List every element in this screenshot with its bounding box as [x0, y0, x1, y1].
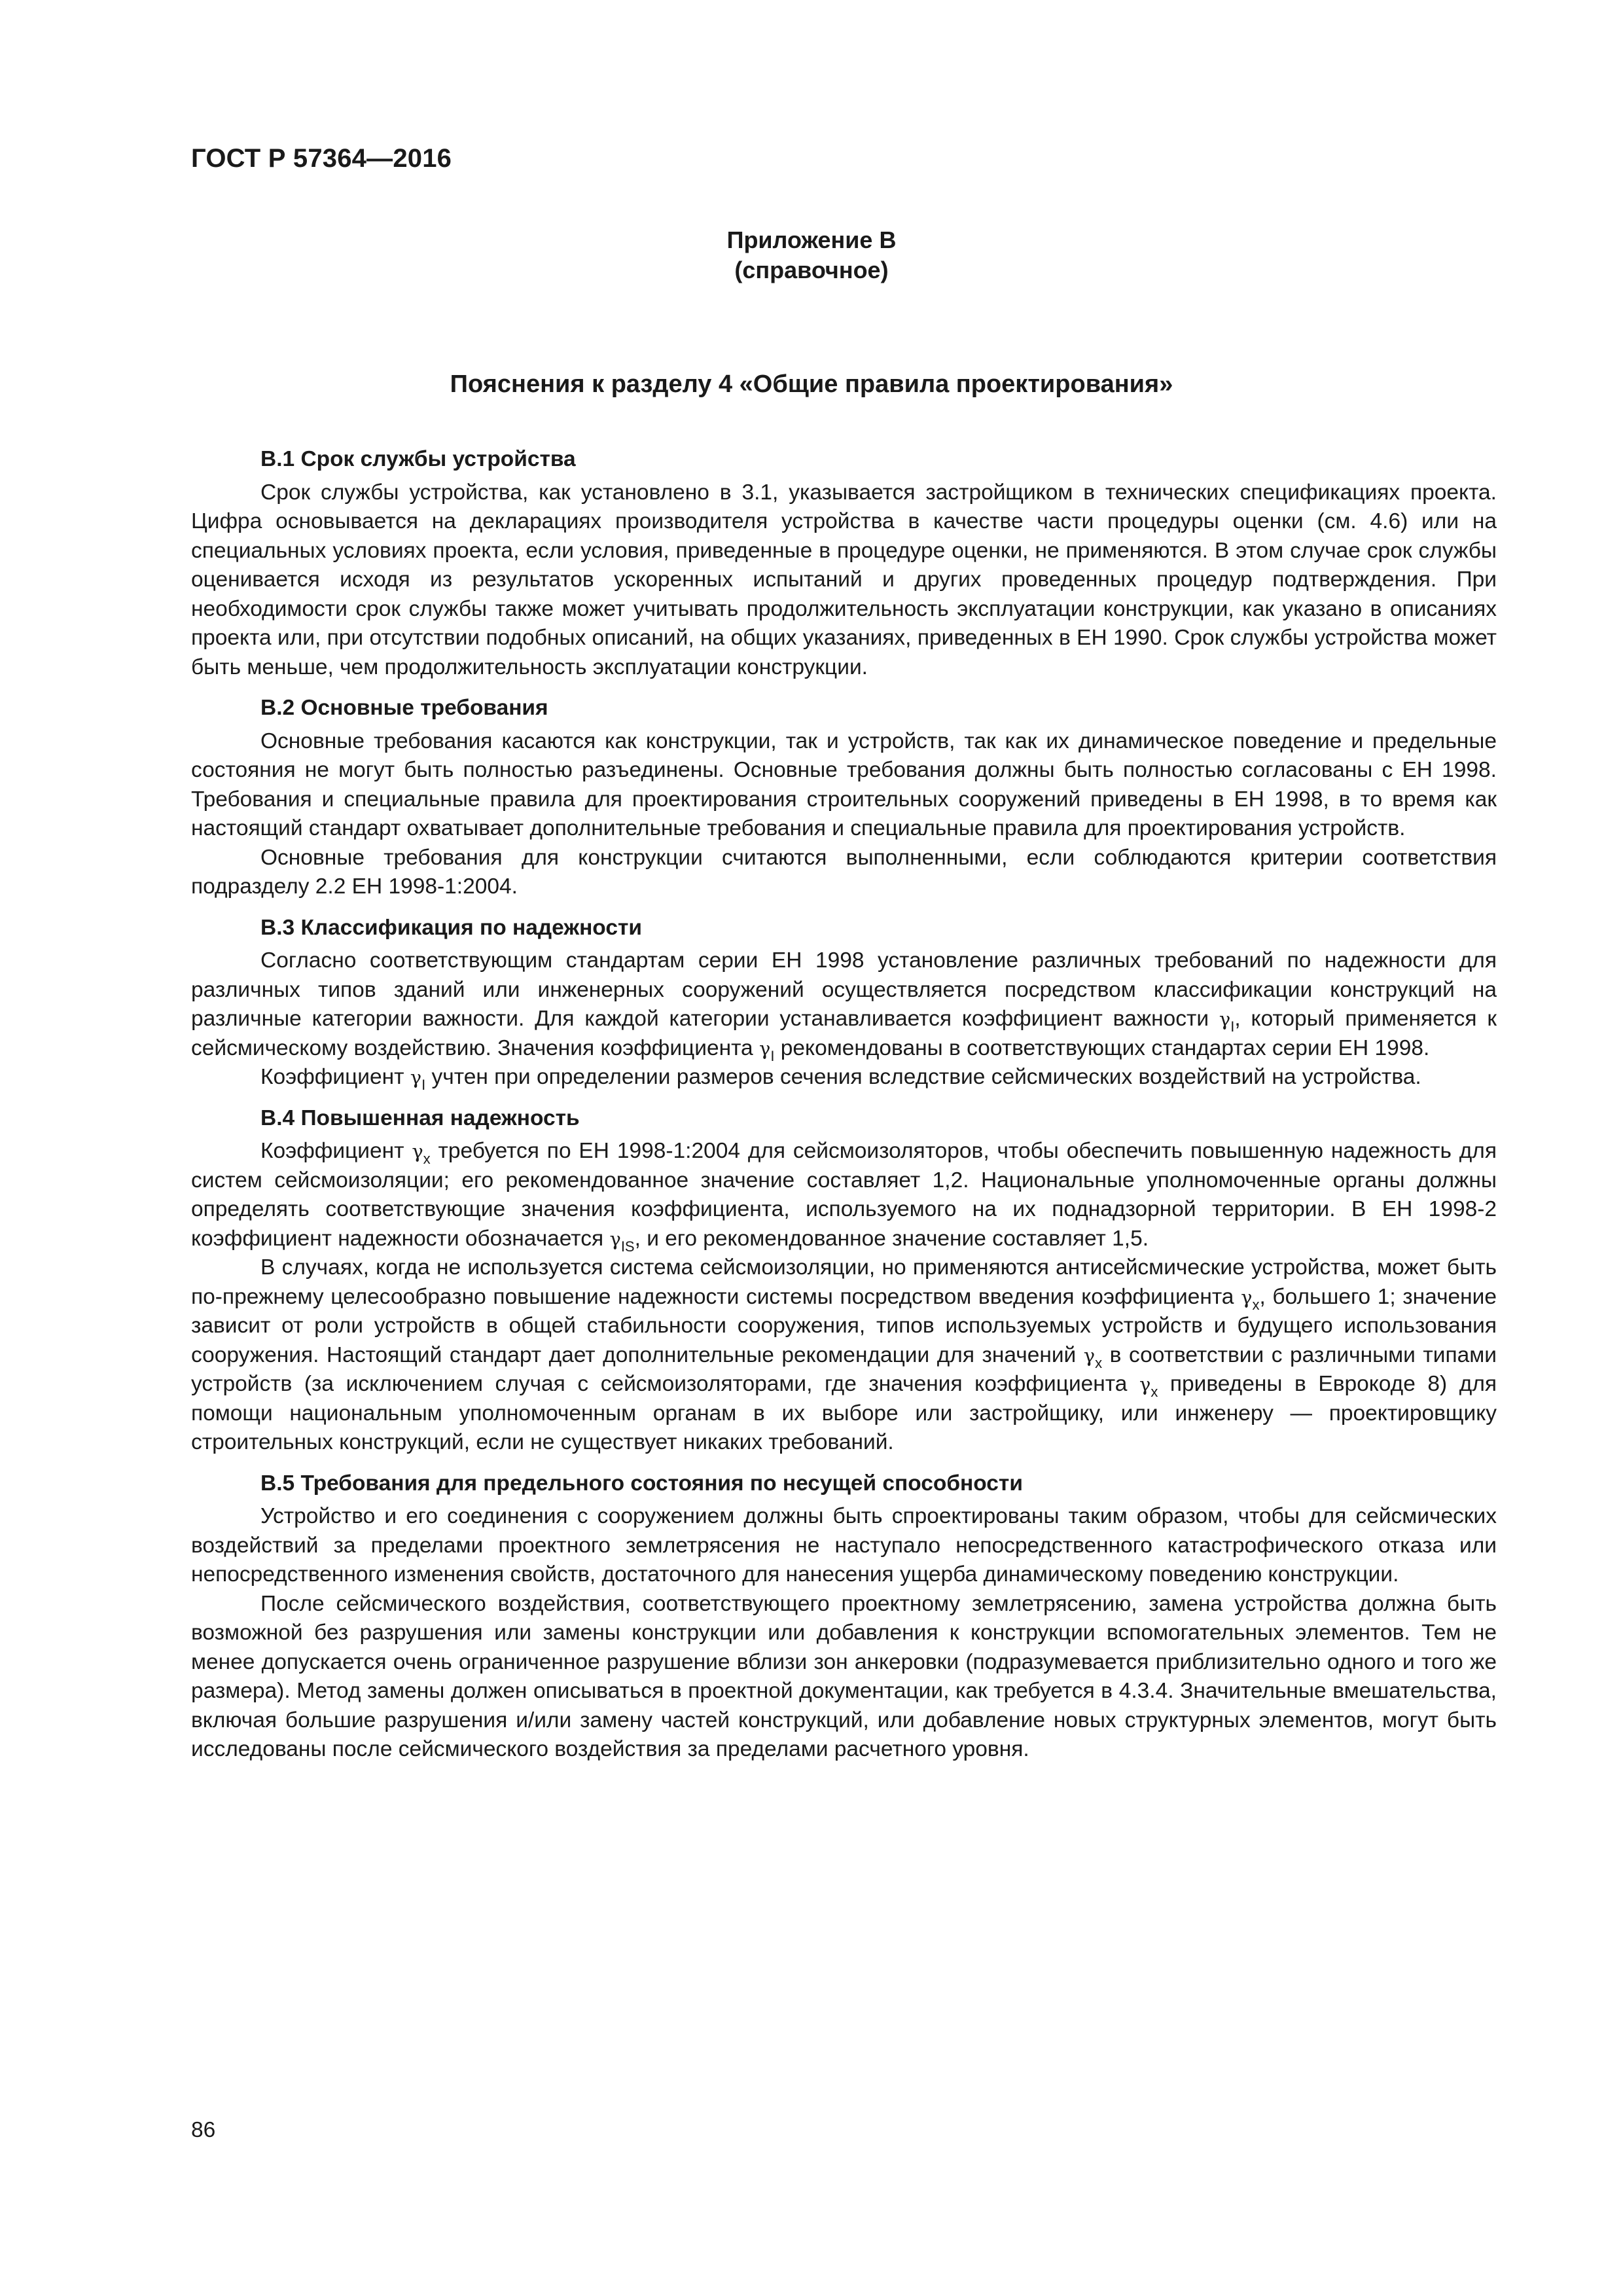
text-run: рекомендованы в соответствующих стандартах серии ЕН 1998.: [774, 1035, 1430, 1060]
section-b5: [191, 1469, 1497, 1765]
gamma-symbol: γ: [759, 1037, 771, 1060]
subscript: I: [1230, 1018, 1235, 1035]
gamma-symbol: γ: [609, 1227, 621, 1250]
section-heading: В.1 Срок службы устройства: [260, 447, 576, 471]
section-heading: В.5 Требования для предельного состояния по несущей способности: [260, 1471, 1023, 1496]
section-b4: [191, 1104, 1497, 1458]
text-run: в соответствии с различными типами устройств (за исключением случая с сейсмоизоляторами, где значения коэффициента: [191, 1342, 1497, 1396]
section-heading: В.4 Повышенная надежность: [260, 1105, 580, 1130]
text-run: , большего 1; значение зависит от роли устройств в общей стабильности сооружения, типов используемых устройств и будущего использования сооружения. Настоящий стандарт дает дополнительные рекомендации для значений: [191, 1284, 1497, 1367]
gamma-symbol: γ: [1219, 1008, 1231, 1030]
main-title: Пояснения к разделу 4 «Общие правила проектирования»: [450, 370, 1173, 398]
gamma-symbol: γ: [1139, 1373, 1151, 1395]
paragraph: [191, 1137, 1497, 1253]
subscript: I: [770, 1047, 775, 1064]
paragraph: Срок службы устройства, как установлено в 3.1, указывается застройщиком в технических спецификациях проекта. Цифра основывается на декларациях производителя устройства в качестве части процедуры оценки (см. 4.6) или на специальных условиях проекта, если условия, приведенные в процедуре оценки, не применяются. В этом случае срок службы оценивается исходя из результатов ускоренных испытаний и других проведенных процедур подтверждения. При необходимости срок службы также может учитывать продолжительность эксплуатации конструкции, как указано в описаниях проекта или, при отсутствии подобных описаний, на общих указаниях, приведенных в ЕН 1990. Срок службы устройства может быть меньше, чем продолжительность эксплуатации конструкции.: [191, 480, 1497, 679]
document-body: [191, 445, 1497, 1776]
section-b2: [191, 694, 1497, 902]
paragraph: Устройство и его соединения с сооружением должны быть спроектированы таким образом, чтобы для сейсмических воздействий за пределами проектного землетрясения не наступало непосредственного катастрофического отказа или непосредственного изменения свойств, достаточного для нанесения ущерба динамическому поведению конструкции.: [191, 1504, 1497, 1587]
text-run: приведены в Еврокоде 8) для помощи национальным уполномоченным органам в их выборе или застройщику, или инженеру — проектировщику строительных конструкций, если не существует никаких требований.: [191, 1372, 1497, 1454]
subscript: I: [421, 1077, 426, 1093]
text-run: Коэффициент: [260, 1065, 410, 1089]
gamma-symbol: γ: [1241, 1285, 1253, 1308]
subscript: x: [1095, 1354, 1103, 1371]
subscript: x: [1252, 1296, 1260, 1313]
text-run: учтен при определении размеров сечения вследствие сейсмических воздействий на устройства.: [425, 1065, 1421, 1089]
gamma-symbol: γ: [412, 1140, 423, 1162]
subscript: x: [1150, 1384, 1158, 1400]
gamma-symbol: γ: [410, 1066, 422, 1088]
standard-designation: ГОСТ Р 57364—2016: [191, 144, 452, 173]
paragraph: [191, 946, 1497, 1063]
text-run: Коэффициент: [260, 1139, 412, 1163]
text-run: требуется по ЕН 1998-1:2004 для сейсмоизоляторов, чтобы обеспечить повышенную надежность для систем сейсмоизоляции; его рекомендованное значение составляет 1,2. Национальные уполномоченные органы должны определять соответствующие значения коэффициента, используемого на их поднадзорной территории. В ЕН 1998-2 коэффициент надежности обозначается: [191, 1139, 1497, 1251]
section-heading: В.3 Классификация по надежности: [260, 915, 642, 940]
text-run: , и его рекомендованное значение составляет 1,5.: [634, 1226, 1149, 1251]
annex-status: (справочное): [734, 257, 889, 283]
page-number: 86: [191, 2118, 216, 2142]
section-heading: В.2 Основные требования: [260, 696, 548, 720]
paragraph: [191, 1253, 1497, 1458]
text-run: В случаях, когда не используется система сейсмоизоляции, но применяются антисейсмические устройства, может быть по-прежнему целесообразно повышение надежности системы посредством введения коэффициента: [191, 1255, 1497, 1309]
subscript: x: [423, 1151, 431, 1167]
annex-title: Приложение В: [726, 226, 897, 253]
paragraph: Основные требования касаются как конструкции, так и устройств, так как их динамическое поведение и предельные состояния не могут быть полностью разъединены. Основные требования должны быть полностью согласованы с ЕН 1998. Требования и специальные правила для проектирования строительных сооружений приведены в ЕН 1998, в то время как настоящий стандарт охватывает дополнительные требования и специальные правила для проектирования устройств.: [191, 728, 1497, 840]
text-run: , который применяется к сейсмическому воздействию. Значения коэффициента: [191, 1007, 1497, 1060]
subscript: IS: [620, 1238, 635, 1255]
section-b3: [191, 914, 1497, 1092]
gamma-symbol: γ: [1083, 1344, 1096, 1367]
paragraph: [191, 1063, 1497, 1092]
text-run: Согласно соответствующим стандартам серии ЕН 1998 установление различных требований по надежности для различных типов зданий или инженерных сооружений осуществляется посредством классификации конструкций на различные категории важности. Для каждой категории устанавливается коэффициент важности: [191, 948, 1497, 1031]
section-b1: [191, 445, 1497, 682]
paragraph: После сейсмического воздействия, соответствующего проектному землетрясению, замена устройства должна быть возможной без разрушения или замены конструкции или добавления к конструкции вспомогательных элементов. Тем не менее допускается очень ограниченное разрушение вблизи зон анкеровки (подразумевается приблизительно одного и того же размера). Метод замены должен описываться в проектной документации, как требуется в 4.3.4. Значительные вмешательства, включая большие разрушения и/или замену частей конструкций, или добавление новых структурных элементов, могут быть исследованы после сейсмического воздействия за пределами расчетного уровня.: [191, 1591, 1497, 1761]
paragraph: Основные требования для конструкции считаются выполненными, если соблюдаются критерии соответствия подразделу 2.2 ЕН 1998-1:2004.: [191, 845, 1497, 899]
